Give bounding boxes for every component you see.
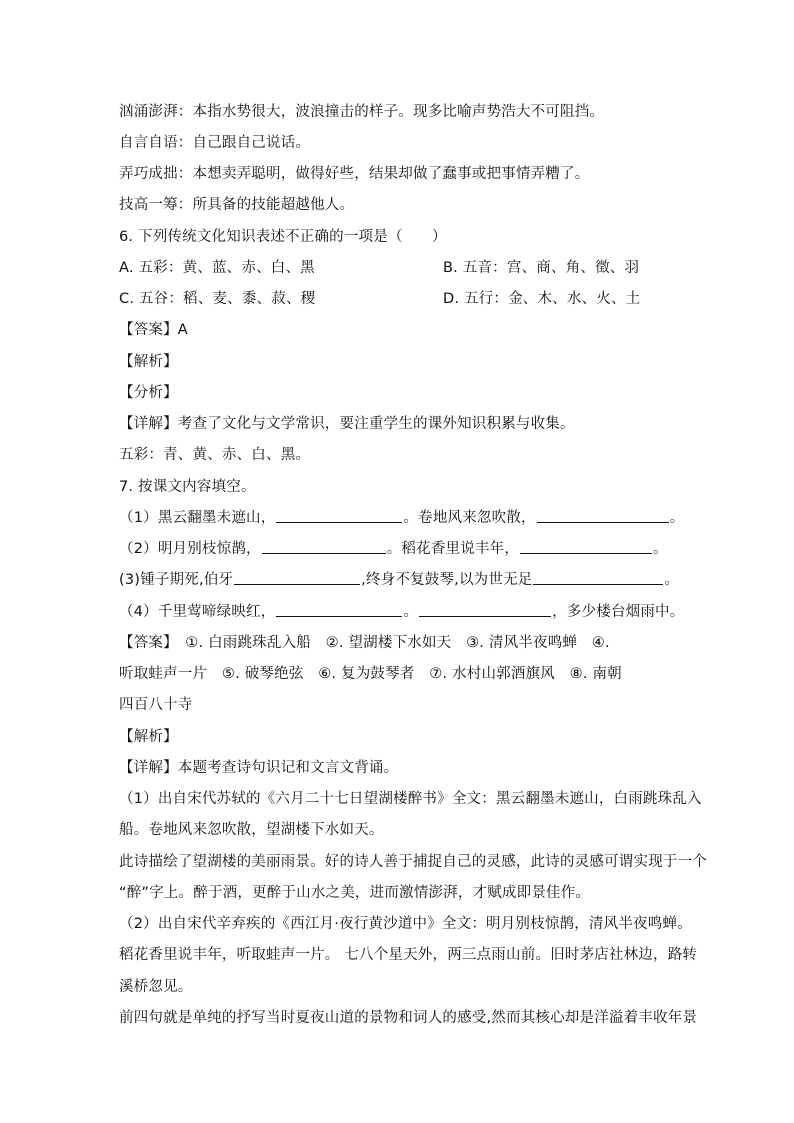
answer-blank[interactable] bbox=[537, 508, 669, 523]
answer-blank[interactable] bbox=[520, 539, 652, 554]
paragraph-line: （1）出自宋代苏轼的《六月二十七日望湖楼醉书》全文：黑云翻墨未遮山，白雨跳珠乱入 bbox=[119, 791, 702, 807]
option-d: D. 五行：金、木、水、火、土 bbox=[443, 291, 641, 307]
paragraph-line: 前四句就是单纯的抒写当时夏夜山道的景物和词人的感受,然而其核心却是洋溢着丰收年景 bbox=[119, 1010, 698, 1026]
answer-blank[interactable] bbox=[234, 570, 360, 585]
answer-line-3: 四百八十寺 bbox=[119, 697, 193, 713]
answer-line-1: 【答案】 ①. 白雨跳珠乱入船 ②. 望湖楼下水如天 ③. 清风半夜鸣蝉 ④. bbox=[119, 635, 610, 651]
glossary-line: 弄巧成拙：本想卖弄聪明，做得好些，结果却做了蠢事或把事情弄糟了。 bbox=[119, 166, 590, 182]
question-6-stem: 6. 下列传统文化知识表述不正确的一项是（ ） bbox=[119, 229, 447, 245]
detail-text: 【详解】考查了文化与文学常识，要注重学生的课外知识积累与收集。 bbox=[119, 416, 575, 432]
paragraph-line: 此诗描绘了望湖楼的美丽雨景。好的诗人善于捕捉自己的灵感，此诗的灵感可谓实现于一个 bbox=[119, 854, 707, 870]
option-a: A. 五彩：黄、蓝、赤、白、黑 bbox=[119, 260, 315, 276]
option-b: B. 五音：宫、商、角、徵、羽 bbox=[443, 260, 640, 276]
fill-line-3: (3)锺子期死,伯牙 ,终身不复鼓琴,以为世无足 。 bbox=[119, 572, 680, 588]
answer-blank[interactable] bbox=[533, 570, 663, 585]
glossary-line: 自言自语：自己跟自己说话。 bbox=[119, 135, 311, 151]
fill-line-1: （1）黑云翻墨未遮山， 。卷地风来忽吹散， 。 bbox=[119, 510, 685, 526]
fenxi-label: 【分析】 bbox=[119, 385, 178, 401]
detail-text: 【详解】本题考查诗句识记和文言文背诵。 bbox=[119, 760, 399, 776]
answer-label: 【答案】A bbox=[119, 322, 188, 338]
answer-blank[interactable] bbox=[276, 508, 402, 523]
option-c: C. 五谷：稻、麦、黍、菽、稷 bbox=[119, 291, 316, 307]
paragraph-line: 稻花香里说丰年，听取蛙声一片。 七八个星天外，两三点雨山前。旧时茅店社林边，路转 bbox=[119, 947, 698, 963]
fill-line-4: （4）千里莺啼绿映红， 。 ，多少楼台烟雨中。 bbox=[119, 604, 685, 620]
glossary-line: 技高一筹：所具备的技能超越他人。 bbox=[119, 197, 355, 213]
paragraph-line: 船。卷地风来忽吹散，望湖楼下水如天。 bbox=[119, 822, 384, 838]
glossary-line: 汹涌澎湃：本指水势很大，波浪撞击的样子。现多比喻声势浩大不可阻挡。 bbox=[119, 104, 605, 120]
answer-blank[interactable] bbox=[276, 602, 402, 617]
analysis-label: 【解析】 bbox=[119, 354, 178, 370]
answer-blank[interactable] bbox=[262, 539, 386, 554]
question-7-stem: 7. 按课文内容填空。 bbox=[119, 479, 256, 495]
note-text: 五彩：青、黄、赤、白、黑。 bbox=[119, 447, 311, 463]
paragraph-line: （2）出自宋代辛弃疾的《西江月·夜行黄沙道中》全文：明月别枝惊鹊，清风半夜鸣蝉。 bbox=[119, 916, 692, 932]
analysis-label: 【解析】 bbox=[119, 729, 178, 745]
fill-line-2: （2）明月别枝惊鹊， 。稻花香里说丰年， 。 bbox=[119, 541, 668, 557]
paragraph-line: “醉”字上。醉于酒，更醉于山水之美，进而激情澎湃，才赋成即景佳作。 bbox=[119, 885, 591, 901]
paragraph-line: 溪桥忽见。 bbox=[119, 979, 193, 995]
answer-line-2: 听取蛙声一片 ⑤. 破琴绝弦 ⑥. 复为鼓琴者 ⑦. 水村山郭酒旗风 ⑧. 南朝 bbox=[119, 666, 622, 682]
answer-blank[interactable] bbox=[419, 602, 551, 617]
